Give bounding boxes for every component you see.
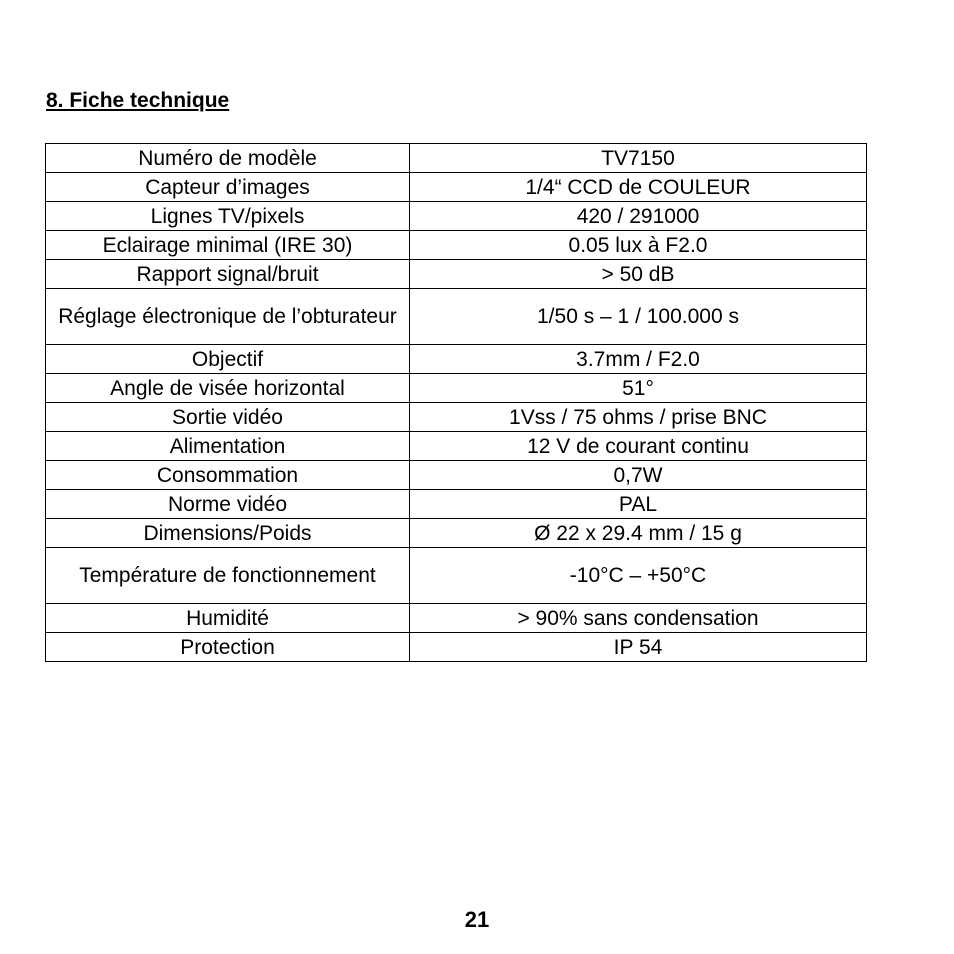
spec-value: 3.7mm / F2.0 [410,345,867,374]
spec-label: Consommation [46,461,410,490]
table-row [46,403,867,432]
spec-label: Rapport signal/bruit [46,260,410,289]
spec-label: Numéro de modèle [46,144,410,173]
table-row [46,490,867,519]
spec-value: > 50 dB [410,260,867,289]
spec-table [45,143,867,662]
table-row [46,231,867,260]
spec-label: Norme vidéo [46,490,410,519]
table-row [46,173,867,202]
spec-label: Humidité [46,604,410,633]
spec-value: 420 / 291000 [410,202,867,231]
table-row [46,345,867,374]
spec-label: Sortie vidéo [46,403,410,432]
page-number: 21 [464,907,490,932]
spec-value: 1/4“ CCD de COULEUR [410,173,867,202]
spec-value: Ø 22 x 29.4 mm / 15 g [410,519,867,548]
table-row [46,260,867,289]
spec-label: Température de fonctionnement [46,548,410,604]
table-row [46,202,867,231]
table-row [46,461,867,490]
spec-label: Capteur d’images [46,173,410,202]
table-row [46,548,867,604]
spec-value: IP 54 [410,633,867,662]
spec-label: Lignes TV/pixels [46,202,410,231]
table-row [46,374,867,403]
spec-value: TV7150 [410,144,867,173]
spec-label: Angle de visée horizontal [46,374,410,403]
spec-value: -10°C – +50°C [410,548,867,604]
table-row [46,633,867,662]
table-row [46,144,867,173]
table-row [46,604,867,633]
spec-value: > 90% sans condensation [410,604,867,633]
spec-value: 1Vss / 75 ohms / prise BNC [410,403,867,432]
table-row [46,519,867,548]
spec-value: 12 V de courant continu [410,432,867,461]
spec-value: 1/50 s – 1 / 100.000 s [410,289,867,345]
spec-label: Objectif [46,345,410,374]
spec-value: 51° [410,374,867,403]
spec-value: PAL [410,490,867,519]
spec-label: Eclairage minimal (IRE 30) [46,231,410,260]
section-heading: 8. Fiche technique [46,89,230,112]
spec-label: Protection [46,633,410,662]
spec-label: Dimensions/Poids [46,519,410,548]
spec-value: 0,7W [410,461,867,490]
table-row [46,432,867,461]
spec-label: Alimentation [46,432,410,461]
spec-value: 0.05 lux à F2.0 [410,231,867,260]
spec-label: Réglage électronique de l’obturateur [46,289,410,345]
table-row [46,289,867,345]
